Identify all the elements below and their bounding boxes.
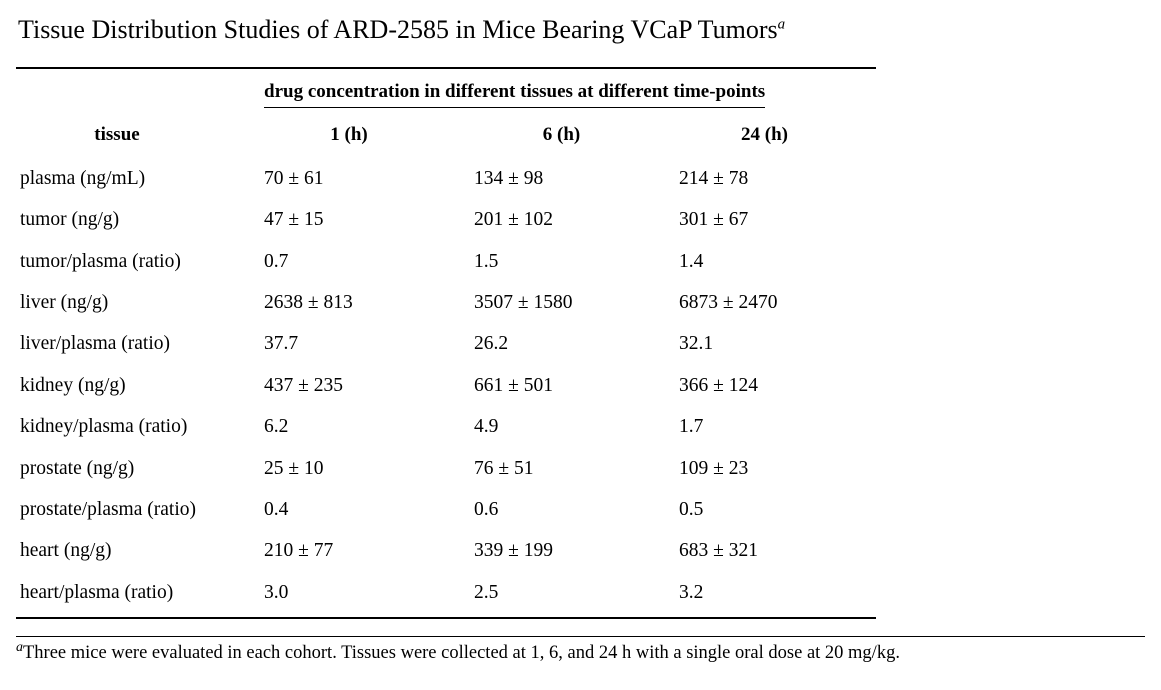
row-value-1h: 25 ± 10 [264, 457, 324, 479]
row-value-6h: 0.6 [474, 498, 499, 520]
row-value-24h: 32.1 [679, 333, 714, 355]
table-row [16, 572, 876, 618]
table-column-header-row [16, 110, 876, 158]
row-value-1h: 210 ± 77 [264, 540, 334, 562]
row-value-24h: 3.2 [679, 581, 704, 603]
column-header-1h: 1 (h) [330, 123, 368, 145]
footnote-marker: a [16, 640, 23, 655]
table-row [16, 199, 876, 240]
row-value-1h: 0.4 [264, 498, 289, 520]
row-value-6h: 4.9 [474, 416, 499, 438]
row-value-6h: 661 ± 501 [474, 374, 553, 396]
row-value-1h: 437 ± 235 [264, 374, 343, 396]
row-label: plasma (ng/mL) [20, 167, 146, 189]
span-header-spacer [16, 68, 264, 110]
row-value-24h: 1.7 [679, 416, 704, 438]
column-header-tissue: tissue [94, 123, 140, 145]
row-value-1h: 6.2 [264, 416, 289, 438]
row-value-1h: 47 ± 15 [264, 209, 324, 231]
footnote [16, 636, 1145, 665]
row-label: tumor (ng/g) [20, 209, 120, 231]
row-label: heart/plasma (ratio) [20, 581, 174, 603]
footnote-text: Three mice were evaluated in each cohort. Tissues were collected at 1, 6, and 24 h with a single oral dose at 20 mg/kg. [23, 643, 900, 664]
row-value-1h: 3.0 [264, 581, 289, 603]
row-label: tumor/plasma (ratio) [20, 250, 181, 272]
table-row [16, 241, 876, 282]
column-header-6h: 6 (h) [542, 123, 581, 145]
page-title [0, 0, 1161, 45]
row-value-6h: 339 ± 199 [474, 540, 553, 562]
table-span-header-row [16, 68, 876, 110]
row-label: heart (ng/g) [20, 540, 112, 562]
row-label: prostate/plasma (ratio) [20, 498, 196, 520]
row-label: kidney (ng/g) [20, 374, 126, 396]
row-value-6h: 3507 ± 1580 [474, 292, 573, 313]
row-value-24h: 0.5 [679, 498, 704, 520]
footnote-divider [16, 636, 1145, 637]
row-label: kidney/plasma (ratio) [20, 416, 188, 438]
table-row [16, 282, 876, 323]
table-row [16, 448, 876, 489]
row-value-1h: 2638 ± 813 [264, 292, 353, 313]
span-header-label: drug concentration in different tissues at different time-points [264, 79, 765, 108]
tissue-distribution-table [16, 67, 876, 619]
row-value-24h: 6873 ± 2470 [679, 292, 778, 313]
row-value-24h: 109 ± 23 [679, 457, 749, 479]
row-value-6h: 76 ± 51 [474, 457, 534, 479]
table-row [16, 158, 876, 199]
row-value-24h: 366 ± 124 [679, 374, 758, 396]
table-row [16, 489, 876, 530]
row-label: prostate (ng/g) [20, 457, 135, 479]
column-header-24h: 24 (h) [741, 123, 788, 145]
row-label: liver (ng/g) [20, 292, 109, 313]
row-value-24h: 1.4 [679, 250, 704, 272]
title-footnote-marker: a [777, 16, 786, 33]
table-row [16, 530, 876, 571]
page-title-text: Tissue Distribution Studies of ARD-2585 in Mice Bearing VCaP Tumors [18, 15, 778, 44]
row-label: liver/plasma (ratio) [20, 333, 170, 355]
row-value-1h: 0.7 [264, 250, 289, 272]
row-value-6h: 1.5 [474, 250, 499, 272]
table-row [16, 406, 876, 447]
row-value-1h: 37.7 [264, 333, 299, 355]
row-value-24h: 214 ± 78 [679, 167, 749, 189]
row-value-24h: 683 ± 321 [679, 540, 758, 562]
row-value-6h: 201 ± 102 [474, 209, 553, 231]
span-header-cell [264, 68, 876, 110]
row-value-24h: 301 ± 67 [679, 209, 749, 231]
row-value-6h: 2.5 [474, 581, 499, 603]
table-row [16, 365, 876, 406]
row-value-1h: 70 ± 61 [264, 167, 324, 189]
table-row [16, 323, 876, 364]
row-value-6h: 26.2 [474, 333, 509, 355]
row-value-6h: 134 ± 98 [474, 167, 544, 189]
table-container [16, 67, 1145, 619]
